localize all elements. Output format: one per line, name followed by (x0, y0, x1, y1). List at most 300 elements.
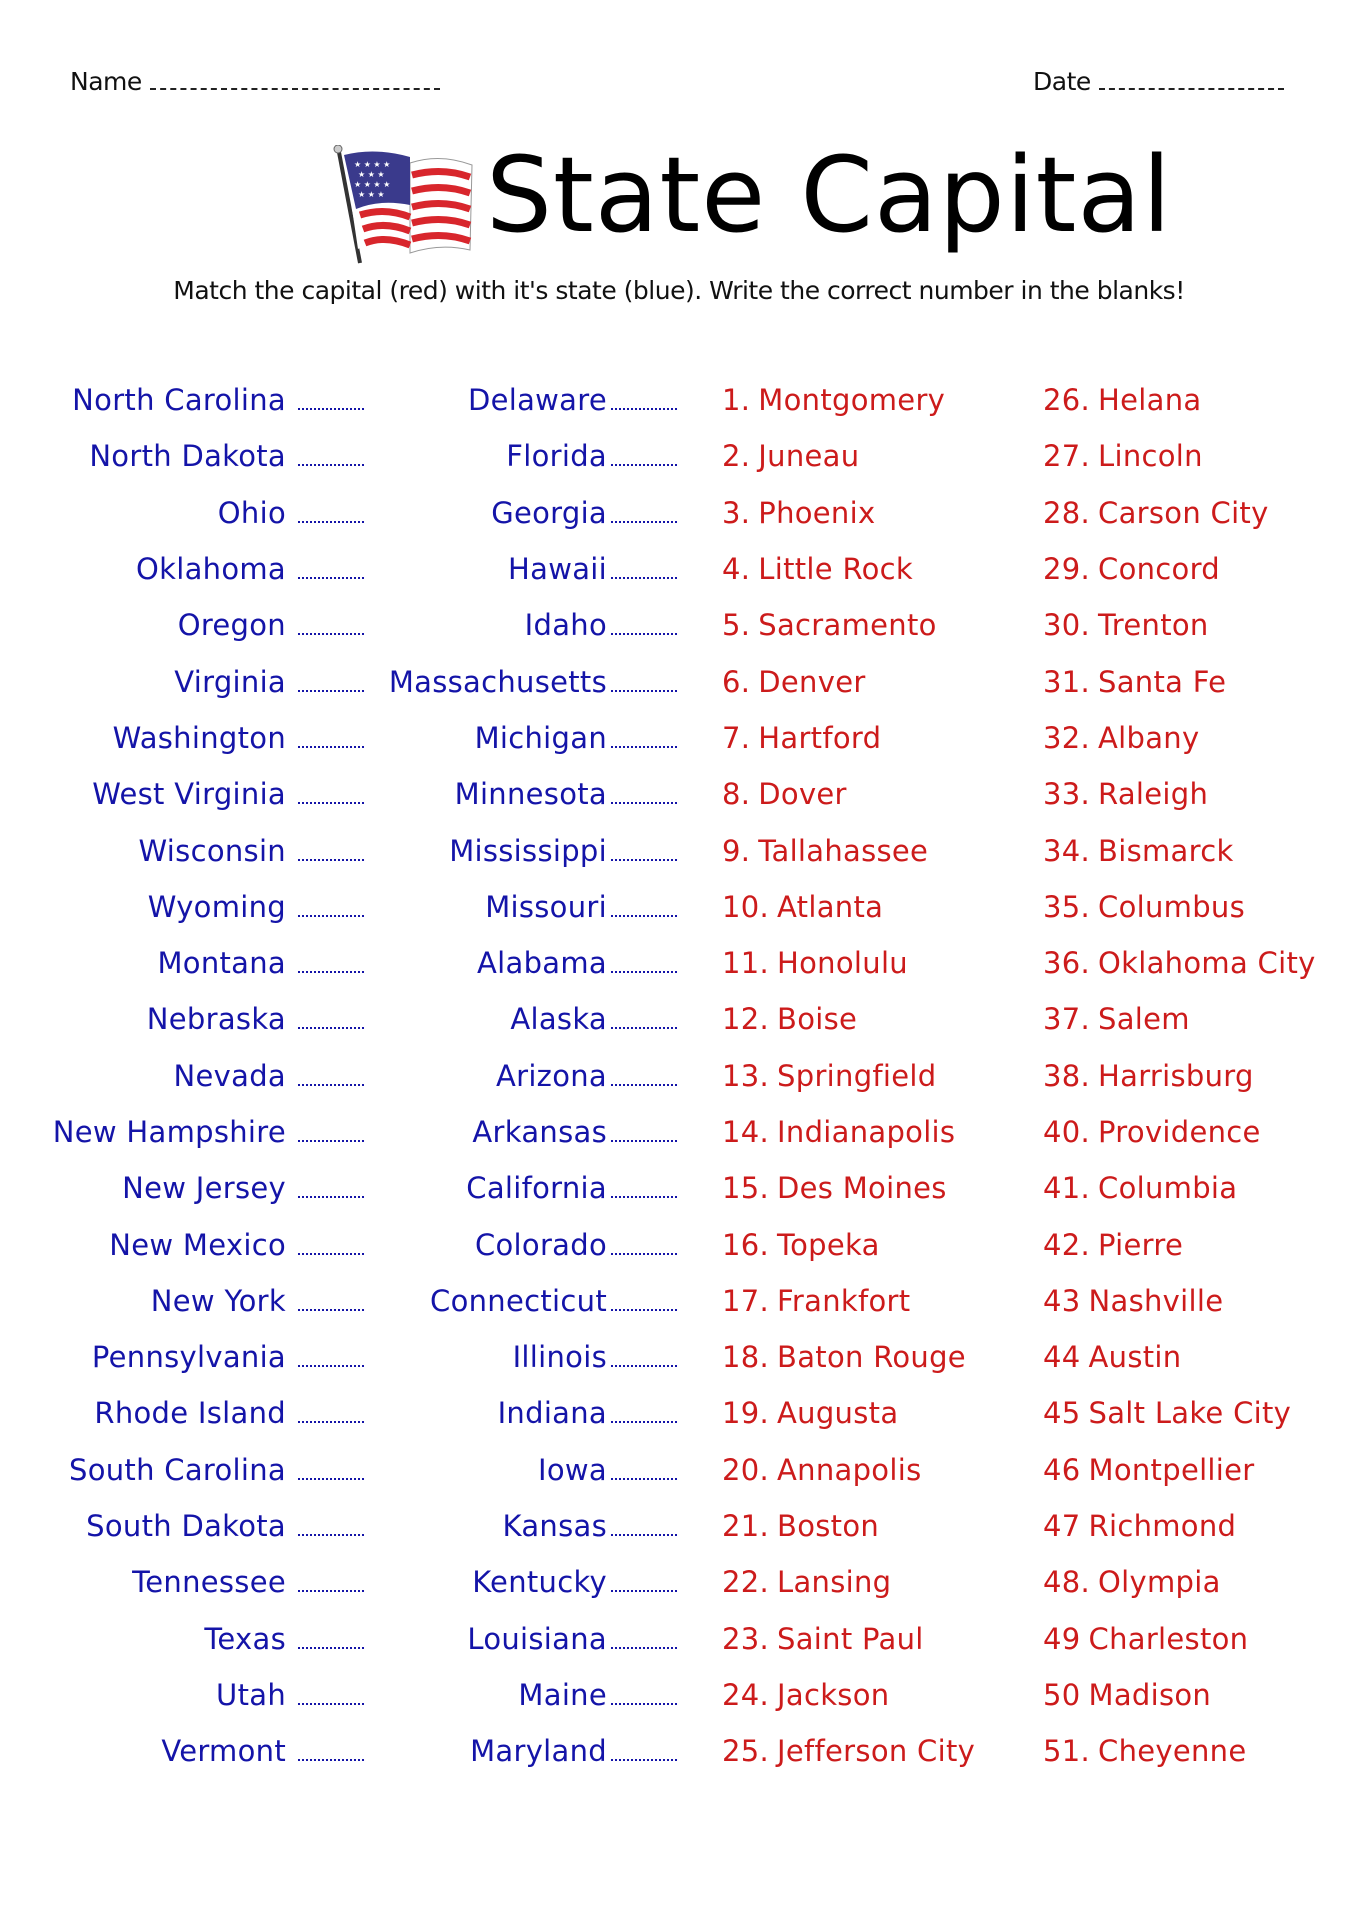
capital-row (722, 766, 1022, 822)
answer-blank[interactable] (298, 1532, 364, 1536)
capital-row (1043, 653, 1353, 709)
instructions: Match the capital (red) with it's state (blue). Write the correct number in the blanks! (173, 276, 1185, 305)
answer-blank[interactable] (611, 1532, 677, 1536)
state-name: Minnesota (454, 777, 607, 812)
answer-blank[interactable] (298, 1757, 364, 1761)
answer-blank[interactable] (611, 575, 677, 579)
capital-name: Juneau (758, 439, 860, 474)
capital-number: 42. (1043, 1227, 1091, 1262)
answer-blank[interactable] (611, 1082, 677, 1086)
answer-blank[interactable] (298, 1251, 364, 1255)
capital-number: 36. (1043, 946, 1091, 981)
state-row (380, 935, 677, 991)
capital-name: Santa Fe (1098, 664, 1227, 699)
state-row (20, 879, 364, 935)
capital-number: 50 (1043, 1677, 1081, 1712)
answer-blank[interactable] (298, 1476, 364, 1480)
capital-row (722, 428, 1022, 484)
capital-row (722, 541, 1022, 597)
answer-blank[interactable] (298, 1082, 364, 1086)
svg-text:★ ★ ★: ★ ★ ★ (358, 190, 385, 199)
capital-row (722, 991, 1022, 1047)
capital-name: Frankfort (777, 1283, 911, 1318)
answer-blank[interactable] (298, 1194, 364, 1198)
capital-number: 25. (722, 1734, 770, 1769)
state-row (20, 1667, 364, 1723)
capital-name: Atlanta (777, 889, 884, 924)
state-name: Illinois (512, 1340, 607, 1375)
capital-row (1043, 991, 1353, 1047)
state-name: Hawaii (508, 552, 607, 587)
capital-row (1043, 1667, 1353, 1723)
answer-blank[interactable] (298, 744, 364, 748)
capital-name: Concord (1098, 552, 1221, 587)
capital-number: 47 (1043, 1509, 1081, 1544)
capital-name: Tallahassee (758, 833, 929, 868)
answer-blank[interactable] (298, 462, 364, 466)
capital-name: Dover (758, 777, 847, 812)
state-row (380, 1329, 677, 1385)
state-row (20, 1554, 364, 1610)
state-row (20, 541, 364, 597)
capital-number: 9. (722, 833, 751, 868)
answer-blank[interactable] (298, 631, 364, 635)
capital-row (722, 1104, 1022, 1160)
state-name: Massachusetts (388, 664, 607, 699)
state-name: Arkansas (472, 1115, 607, 1149)
answer-blank[interactable] (611, 1476, 677, 1480)
capital-name: Boise (777, 1002, 858, 1037)
capital-row (722, 879, 1022, 935)
answer-blank[interactable] (611, 969, 677, 973)
capital-number: 2. (722, 439, 751, 474)
state-name: Michigan (474, 720, 607, 755)
capital-row (1043, 710, 1353, 766)
capital-name: Montpellier (1088, 1452, 1255, 1487)
state-name: Oklahoma (136, 552, 286, 587)
capital-row (722, 1160, 1022, 1216)
answer-blank[interactable] (298, 1701, 364, 1705)
capital-row (722, 1048, 1022, 1104)
capital-number: 34. (1043, 833, 1091, 868)
capital-row (1043, 1273, 1353, 1329)
state-name: Kentucky (472, 1565, 607, 1600)
capital-number: 31. (1043, 664, 1091, 699)
capital-name: Madison (1088, 1677, 1212, 1712)
name-field (70, 66, 440, 96)
capital-number: 33. (1043, 777, 1091, 812)
capital-name: Olympia (1098, 1565, 1221, 1600)
capital-name: Boston (777, 1509, 880, 1544)
state-row (20, 1442, 364, 1498)
capital-name: Harrisburg (1098, 1058, 1254, 1093)
capital-row (1043, 1216, 1353, 1272)
capital-number: 24. (722, 1677, 770, 1712)
state-row (20, 428, 364, 484)
capital-number: 40. (1043, 1115, 1091, 1149)
answer-blank[interactable] (611, 744, 677, 748)
capital-name: Raleigh (1098, 777, 1209, 812)
state-name: Montana (157, 946, 286, 981)
capital-number: 18. (722, 1340, 770, 1375)
state-row (380, 991, 677, 1047)
state-name: Delaware (467, 383, 607, 418)
state-name: Louisiana (467, 1621, 607, 1656)
capital-row (1043, 1385, 1353, 1441)
capital-number: 29. (1043, 552, 1091, 587)
capital-name: Salem (1098, 1002, 1190, 1037)
capital-row (1043, 597, 1353, 653)
state-name: Maryland (470, 1734, 607, 1769)
answer-blank[interactable] (298, 575, 364, 579)
title-block (330, 134, 1173, 270)
capital-name: Providence (1098, 1115, 1261, 1149)
capital-name: Phoenix (758, 495, 876, 530)
capital-name: Des Moines (777, 1171, 947, 1206)
capital-number: 49 (1043, 1621, 1081, 1656)
state-row (380, 372, 677, 428)
state-row (20, 1385, 364, 1441)
capital-name: Augusta (777, 1396, 899, 1431)
capital-row (1043, 1554, 1353, 1610)
capital-row (722, 1385, 1022, 1441)
capital-number: 26. (1043, 383, 1091, 418)
state-name: Colorado (474, 1227, 607, 1262)
state-name: Oregon (177, 608, 286, 643)
capital-number: 37. (1043, 1002, 1091, 1037)
answer-blank[interactable] (298, 1138, 364, 1142)
capital-name: Denver (758, 664, 866, 699)
capital-number: 8. (722, 777, 751, 812)
capital-number: 15. (722, 1171, 770, 1206)
capital-number: 3. (722, 495, 751, 530)
capital-row (722, 1273, 1022, 1329)
answer-blank[interactable] (611, 1025, 677, 1029)
answer-blank[interactable] (298, 688, 364, 692)
capital-number: 16. (722, 1227, 770, 1262)
capital-name: Baton Rouge (777, 1340, 966, 1375)
us-flag-icon (330, 145, 480, 265)
capital-name: Nashville (1088, 1283, 1224, 1318)
capital-row (1043, 372, 1353, 428)
state-row (380, 1498, 677, 1554)
capital-number: 45 (1043, 1396, 1081, 1431)
capital-name: Albany (1098, 720, 1200, 755)
capital-row (1043, 935, 1353, 991)
capital-number: 28. (1043, 495, 1091, 530)
answer-blank[interactable] (611, 1138, 677, 1142)
state-row (380, 1160, 677, 1216)
state-row (20, 935, 364, 991)
capital-row (1043, 766, 1353, 822)
capital-name: Columbus (1098, 889, 1246, 924)
answer-blank[interactable] (611, 688, 677, 692)
capital-name: Lansing (777, 1565, 892, 1600)
capital-row (1043, 1611, 1353, 1667)
states-column-1 (20, 372, 364, 1779)
name-label: Name (70, 67, 142, 96)
capital-row (722, 935, 1022, 991)
state-row (380, 1554, 677, 1610)
capital-row (1043, 428, 1353, 484)
capital-number: 22. (722, 1565, 770, 1600)
capital-row (722, 597, 1022, 653)
answer-blank[interactable] (298, 913, 364, 917)
state-name: Wyoming (147, 889, 286, 924)
capital-number: 7. (722, 720, 751, 755)
answer-blank[interactable] (298, 1363, 364, 1367)
state-row (20, 710, 364, 766)
capital-number: 14. (722, 1115, 770, 1149)
state-name: Tennessee (132, 1565, 286, 1600)
capital-name: Columbia (1098, 1171, 1238, 1206)
capital-name: Montgomery (758, 383, 946, 418)
capital-row (1043, 1442, 1353, 1498)
capital-name: Springfield (777, 1058, 937, 1093)
capital-name: Trenton (1098, 608, 1209, 643)
capital-row (722, 1216, 1022, 1272)
state-row (380, 766, 677, 822)
capital-name: Oklahoma City (1098, 946, 1316, 981)
state-row (20, 1723, 364, 1779)
capital-number: 11. (722, 946, 770, 981)
state-row (20, 1104, 364, 1160)
state-name: Georgia (491, 495, 607, 530)
state-name: Pennsylvania (91, 1340, 286, 1375)
capital-row (1043, 822, 1353, 878)
answer-blank[interactable] (298, 1025, 364, 1029)
capital-row (1043, 1329, 1353, 1385)
answer-blank[interactable] (298, 1588, 364, 1592)
state-row (20, 1160, 364, 1216)
answer-blank[interactable] (611, 1194, 677, 1198)
capital-number: 46 (1043, 1452, 1081, 1487)
capital-row (722, 1554, 1022, 1610)
capital-row (1043, 541, 1353, 597)
state-row (380, 1385, 677, 1441)
capital-number: 51. (1043, 1734, 1091, 1769)
state-name: Utah (216, 1677, 286, 1712)
capital-row (722, 485, 1022, 541)
capital-number: 44 (1043, 1340, 1081, 1375)
state-name: Virginia (174, 664, 286, 699)
capital-name: Jefferson City (777, 1734, 976, 1769)
state-name: Iowa (538, 1452, 607, 1487)
capital-row (722, 822, 1022, 878)
capital-row (722, 1723, 1022, 1779)
answer-blank[interactable] (611, 913, 677, 917)
states-column-2 (380, 372, 677, 1779)
answer-blank[interactable] (611, 800, 677, 804)
capital-name: Pierre (1098, 1227, 1184, 1262)
state-row (20, 1273, 364, 1329)
capital-number: 4. (722, 552, 751, 587)
state-row (380, 597, 677, 653)
capital-row (1043, 485, 1353, 541)
capital-number: 19. (722, 1396, 770, 1431)
state-row (20, 822, 364, 878)
answer-blank[interactable] (298, 1307, 364, 1311)
answer-blank[interactable] (611, 1757, 677, 1761)
capital-number: 21. (722, 1509, 770, 1544)
state-name: North Carolina (72, 383, 286, 418)
answer-blank[interactable] (298, 800, 364, 804)
state-name: Ohio (217, 495, 286, 530)
state-name: South Carolina (68, 1452, 286, 1487)
capital-row (722, 710, 1022, 766)
capital-number: 35. (1043, 889, 1091, 924)
state-name: West Virginia (92, 777, 286, 812)
state-name: Indiana (497, 1396, 607, 1431)
capital-number: 43 (1043, 1283, 1081, 1318)
answer-blank[interactable] (611, 1419, 677, 1423)
state-row (380, 1611, 677, 1667)
state-name: North Dakota (89, 439, 286, 474)
state-row (20, 1048, 364, 1104)
state-name: Wisconsin (138, 833, 286, 868)
capital-number: 1. (722, 383, 751, 418)
state-name: Alaska (510, 1002, 607, 1037)
svg-text:★ ★ ★ ★: ★ ★ ★ ★ (354, 160, 391, 169)
capital-number: 10. (722, 889, 770, 924)
answer-blank[interactable] (298, 1419, 364, 1423)
answer-blank[interactable] (298, 969, 364, 973)
state-row (20, 597, 364, 653)
state-row (380, 879, 677, 935)
state-name: Rhode Island (94, 1396, 286, 1431)
name-blank[interactable] (150, 66, 440, 90)
capital-number: 12. (722, 1002, 770, 1037)
page-title: State Capital (486, 134, 1173, 256)
answer-blank[interactable] (611, 462, 677, 466)
state-row (380, 541, 677, 597)
capital-name: Indianapolis (777, 1115, 956, 1149)
state-name: South Dakota (86, 1509, 286, 1544)
capital-row (1043, 1160, 1353, 1216)
state-name: Florida (506, 439, 607, 474)
capital-number: 13. (722, 1058, 770, 1093)
state-name: New York (150, 1283, 286, 1318)
answer-blank[interactable] (611, 1588, 677, 1592)
capital-name: Saint Paul (777, 1621, 924, 1656)
answer-blank[interactable] (611, 1363, 677, 1367)
state-row (20, 1611, 364, 1667)
state-row (380, 1104, 677, 1160)
answer-blank[interactable] (611, 631, 677, 635)
answer-blank[interactable] (298, 1645, 364, 1649)
capital-number: 48. (1043, 1565, 1091, 1600)
capital-row (1043, 1104, 1353, 1160)
state-name: Texas (204, 1621, 286, 1656)
capital-number: 38. (1043, 1058, 1091, 1093)
capital-row (722, 1498, 1022, 1554)
answer-blank[interactable] (298, 519, 364, 523)
capital-row (722, 1667, 1022, 1723)
capital-name: Annapolis (777, 1452, 922, 1487)
state-row (380, 1667, 677, 1723)
state-name: Maine (518, 1677, 607, 1712)
capital-row (722, 372, 1022, 428)
state-row (380, 710, 677, 766)
capital-name: Carson City (1098, 495, 1269, 530)
capital-number: 5. (722, 608, 751, 643)
state-row (380, 653, 677, 709)
state-row (20, 1216, 364, 1272)
state-name: New Hampshire (52, 1115, 286, 1149)
capital-name: Bismarck (1098, 833, 1234, 868)
state-name: Arizona (495, 1058, 607, 1093)
capital-number: 6. (722, 664, 751, 699)
state-name: New Jersey (122, 1171, 286, 1206)
capitals-column-1 (722, 372, 1022, 1779)
answer-blank[interactable] (611, 1701, 677, 1705)
state-row (20, 1498, 364, 1554)
state-name: Mississippi (449, 833, 607, 868)
capital-name: Jackson (777, 1677, 890, 1712)
answer-blank[interactable] (611, 1307, 677, 1311)
capital-row (1043, 879, 1353, 935)
state-name: Washington (112, 720, 286, 755)
capital-row (1043, 1723, 1353, 1779)
state-row (380, 1273, 677, 1329)
capital-name: Honolulu (777, 946, 908, 981)
capital-name: Richmond (1088, 1509, 1237, 1544)
capital-name: Helana (1098, 383, 1202, 418)
state-row (20, 766, 364, 822)
state-name: Kansas (502, 1509, 607, 1544)
state-row (380, 428, 677, 484)
capital-row (722, 653, 1022, 709)
state-row (380, 1442, 677, 1498)
capital-name: Sacramento (758, 608, 937, 643)
answer-blank[interactable] (611, 406, 677, 410)
capital-name: Cheyenne (1098, 1734, 1247, 1769)
state-row (380, 1048, 677, 1104)
state-name: Connecticut (430, 1283, 607, 1318)
capital-row (722, 1329, 1022, 1385)
capital-number: 32. (1043, 720, 1091, 755)
answer-blank[interactable] (611, 857, 677, 861)
state-row (380, 1216, 677, 1272)
state-name: California (466, 1171, 607, 1206)
date-field (1033, 66, 1284, 96)
state-row (380, 822, 677, 878)
answer-blank[interactable] (611, 1645, 677, 1649)
answer-blank[interactable] (298, 406, 364, 410)
svg-text:★ ★ ★ ★: ★ ★ ★ ★ (354, 180, 391, 189)
state-name: Missouri (485, 889, 607, 924)
capital-name: Topeka (777, 1227, 880, 1262)
state-row (380, 485, 677, 541)
state-row (20, 653, 364, 709)
capital-number: 17. (722, 1283, 770, 1318)
answer-blank[interactable] (611, 1251, 677, 1255)
capital-number: 23. (722, 1621, 770, 1656)
capital-name: Little Rock (758, 552, 913, 587)
state-row (20, 485, 364, 541)
date-blank[interactable] (1099, 66, 1284, 90)
capital-number: 27. (1043, 439, 1091, 474)
state-row (20, 1329, 364, 1385)
answer-blank[interactable] (298, 857, 364, 861)
capitals-column-2 (1043, 372, 1353, 1779)
state-name: Idaho (524, 608, 607, 643)
capital-name: Austin (1088, 1340, 1182, 1375)
capital-name: Charleston (1088, 1621, 1249, 1656)
answer-blank[interactable] (611, 519, 677, 523)
capital-number: 30. (1043, 608, 1091, 643)
capital-row (1043, 1048, 1353, 1104)
